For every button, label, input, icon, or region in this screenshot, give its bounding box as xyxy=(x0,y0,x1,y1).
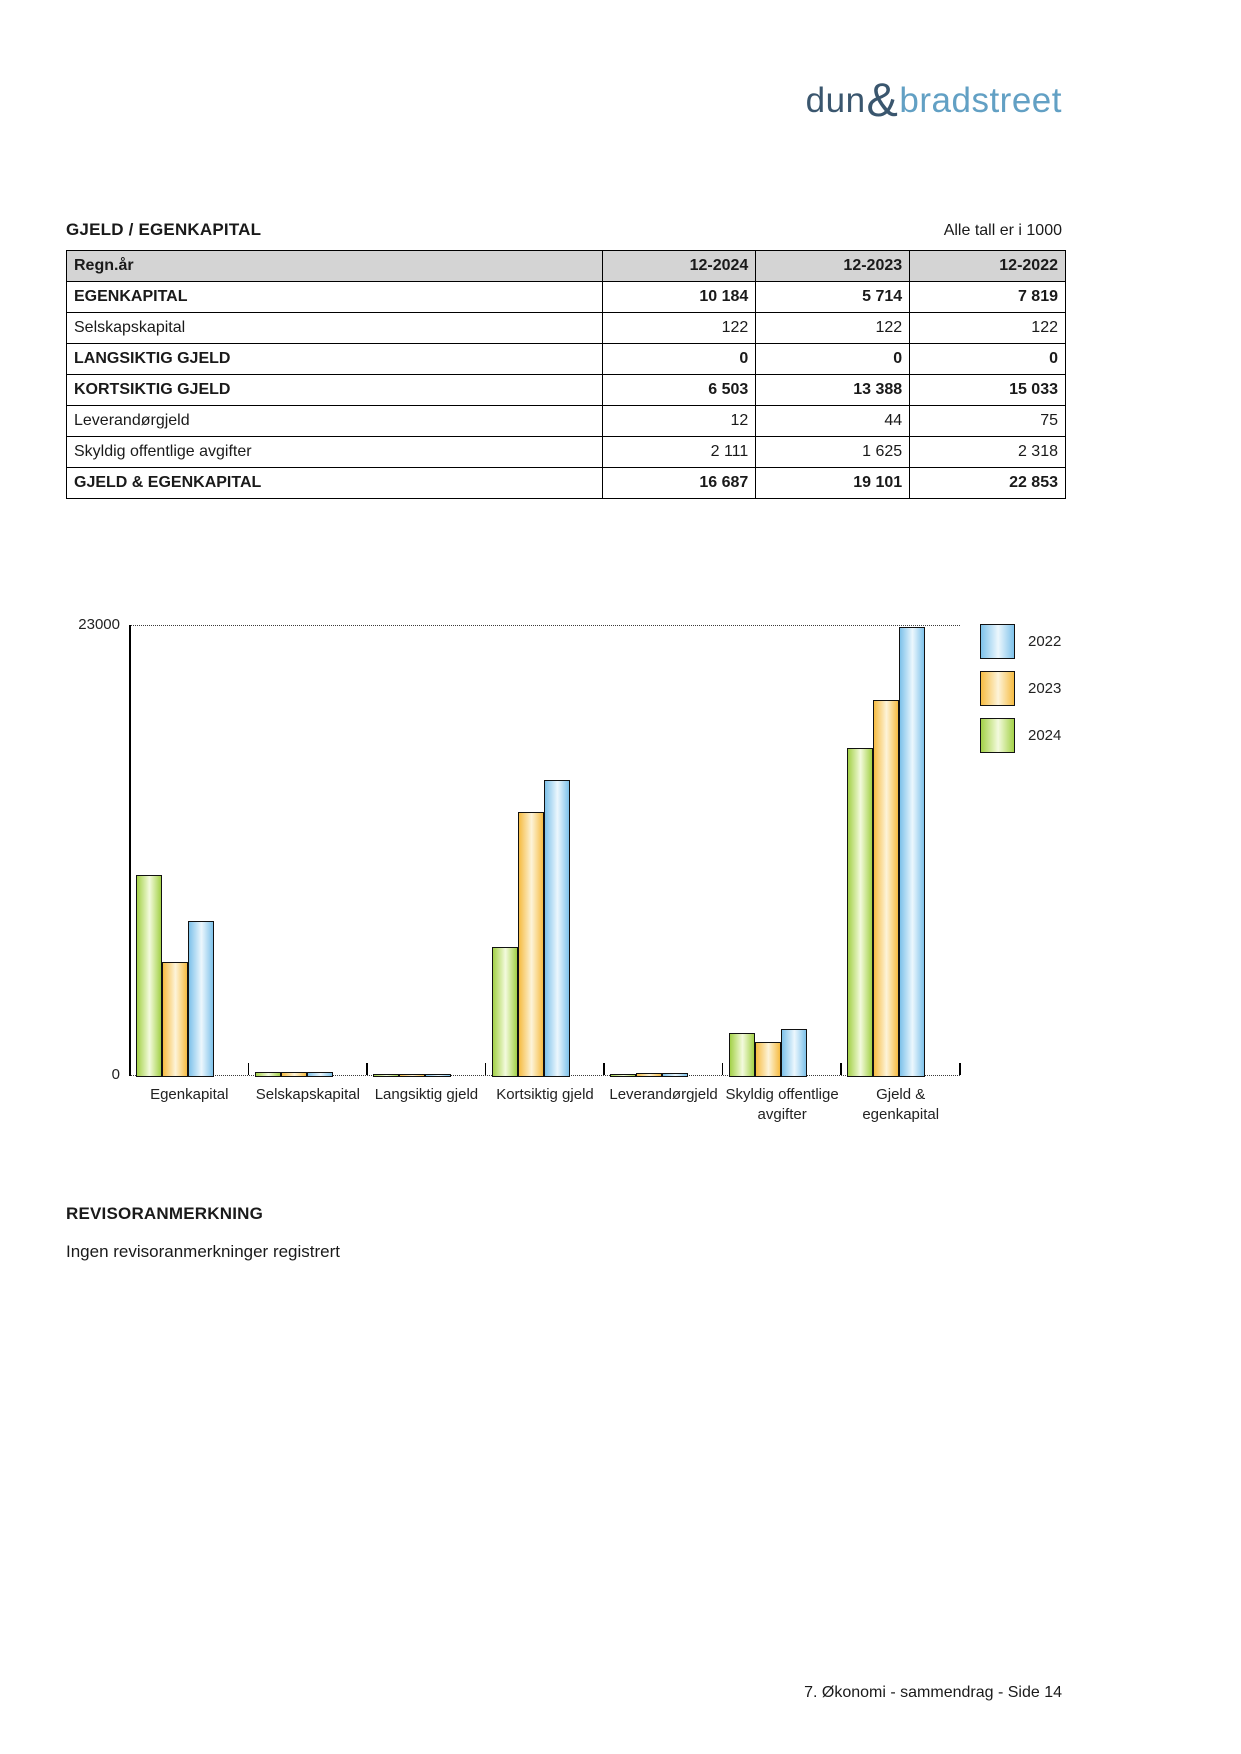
bar-2023-4 xyxy=(518,812,544,1077)
table-row xyxy=(67,406,1066,437)
header-12-2024: 12-2024 xyxy=(603,251,756,282)
axis-tick xyxy=(485,1063,487,1075)
bar-2024-5 xyxy=(610,1074,636,1077)
y-tick-label-min: 0 xyxy=(111,1066,120,1083)
bar-2024-4 xyxy=(492,947,518,1077)
table-row xyxy=(67,468,1066,499)
category-label: Egenkapital xyxy=(150,1086,229,1103)
row-label: EGENKAPITAL xyxy=(67,282,603,313)
bar-2022-6 xyxy=(781,1029,807,1077)
bar-2022-4 xyxy=(544,780,570,1077)
revisor-text: Ingen revisoranmerkninger registrert xyxy=(66,1242,341,1261)
page-footer: 7. Økonomi - sammendrag - Side 14 xyxy=(804,1684,1062,1701)
bar-2023-5 xyxy=(636,1073,662,1077)
cell-value: 19 101 xyxy=(756,468,910,499)
cell-value: 122 xyxy=(756,313,910,344)
legend-swatch-2023 xyxy=(980,671,1015,706)
axis-tick xyxy=(603,1063,605,1075)
bar-2022-2 xyxy=(307,1072,333,1077)
cell-value: 122 xyxy=(910,313,1066,344)
bar-2024-1 xyxy=(136,875,162,1077)
cell-value: 5 714 xyxy=(756,282,910,313)
row-label: LANGSIKTIG GJELD xyxy=(67,344,603,375)
cell-value: 12 xyxy=(603,406,756,437)
legend-item-2023 xyxy=(980,671,1061,706)
row-label: Selskapskapital xyxy=(67,313,603,344)
debt-equity-bar-chart xyxy=(60,600,1190,1160)
y-tick-label-max: 23000 xyxy=(78,616,120,633)
category-label: Selskapskapital xyxy=(255,1086,360,1103)
category-label: Skyldig offentlige avgifter xyxy=(725,1086,839,1123)
bar-2022-7 xyxy=(899,627,925,1077)
axis-tick xyxy=(129,1063,131,1075)
bar-2022-5 xyxy=(662,1073,688,1077)
bar-2023-2 xyxy=(281,1072,307,1077)
cell-value: 0 xyxy=(603,344,756,375)
bar-2023-1 xyxy=(162,962,188,1077)
axis-tick xyxy=(722,1063,724,1075)
bar-2022-3 xyxy=(425,1074,451,1077)
debt-equity-table xyxy=(66,250,1066,499)
cell-value: 2 318 xyxy=(910,437,1066,468)
cell-value: 44 xyxy=(756,406,910,437)
header-12-2023: 12-2023 xyxy=(756,251,910,282)
legend-item-2022 xyxy=(980,624,1061,659)
table-row xyxy=(67,282,1066,313)
legend-label: 2024 xyxy=(1028,727,1062,744)
cell-value: 75 xyxy=(910,406,1066,437)
axis-tick xyxy=(959,1063,961,1075)
bar-2024-6 xyxy=(729,1033,755,1077)
header-regnaar: Regn.år xyxy=(67,251,603,282)
revisor-title: REVISORANMERKNING xyxy=(66,1204,264,1223)
table-row xyxy=(67,313,1066,344)
axis-tick xyxy=(840,1063,842,1075)
legend-item-2024 xyxy=(980,718,1061,753)
cell-value: 13 388 xyxy=(756,375,910,406)
logo-text-bradstreet: bradstreet xyxy=(899,81,1062,120)
category-label: Leverandørgjeld xyxy=(609,1086,718,1103)
cell-value: 15 033 xyxy=(910,375,1066,406)
cell-value: 0 xyxy=(756,344,910,375)
cell-value: 122 xyxy=(603,313,756,344)
axis-tick xyxy=(248,1063,250,1075)
cell-value: 1 625 xyxy=(756,437,910,468)
category-label: Langsiktig gjeld xyxy=(374,1086,479,1103)
section-title: GJELD / EGENKAPITAL xyxy=(66,220,262,239)
cell-value: 22 853 xyxy=(910,468,1066,499)
bar-2024-7 xyxy=(847,748,873,1077)
table-row xyxy=(67,375,1066,406)
table-row xyxy=(67,437,1066,468)
ampersand-icon: & xyxy=(866,73,899,126)
row-label: Leverandørgjeld xyxy=(67,406,603,437)
cell-value: 6 503 xyxy=(603,375,756,406)
bar-2024-2 xyxy=(255,1072,281,1077)
row-label: GJELD & EGENKAPITAL xyxy=(67,468,603,499)
units-note: Alle tall er i 1000 xyxy=(943,222,1062,239)
cell-value: 0 xyxy=(910,344,1066,375)
legend-swatch-2024 xyxy=(980,718,1015,753)
y-axis-line xyxy=(129,625,131,1076)
ymax-gridline xyxy=(130,625,960,626)
bar-2022-1 xyxy=(188,921,214,1077)
bar-2023-6 xyxy=(755,1042,781,1077)
axis-tick xyxy=(366,1063,368,1075)
logo-text-dun: dun xyxy=(805,81,866,120)
cell-value: 16 687 xyxy=(603,468,756,499)
table-row xyxy=(67,344,1066,375)
row-label: KORTSIKTIG GJELD xyxy=(67,375,603,406)
legend-label: 2022 xyxy=(1028,633,1062,650)
cell-value: 2 111 xyxy=(603,437,756,468)
header-12-2022: 12-2022 xyxy=(910,251,1066,282)
bar-2023-7 xyxy=(873,700,899,1077)
bar-2024-3 xyxy=(373,1074,399,1077)
dun-bradstreet-logo xyxy=(0,68,1062,126)
cell-value: 7 819 xyxy=(910,282,1066,313)
bar-2023-3 xyxy=(399,1074,425,1077)
category-label: Kortsiktig gjeld xyxy=(496,1086,594,1103)
legend-label: 2023 xyxy=(1028,680,1062,697)
table-header-row xyxy=(67,251,1066,282)
legend-swatch-2022 xyxy=(980,624,1015,659)
section-header xyxy=(66,220,1062,240)
row-label: Skyldig offentlige avgifter xyxy=(67,437,603,468)
category-label: Gjeld & egenkapital xyxy=(862,1086,940,1123)
cell-value: 10 184 xyxy=(603,282,756,313)
